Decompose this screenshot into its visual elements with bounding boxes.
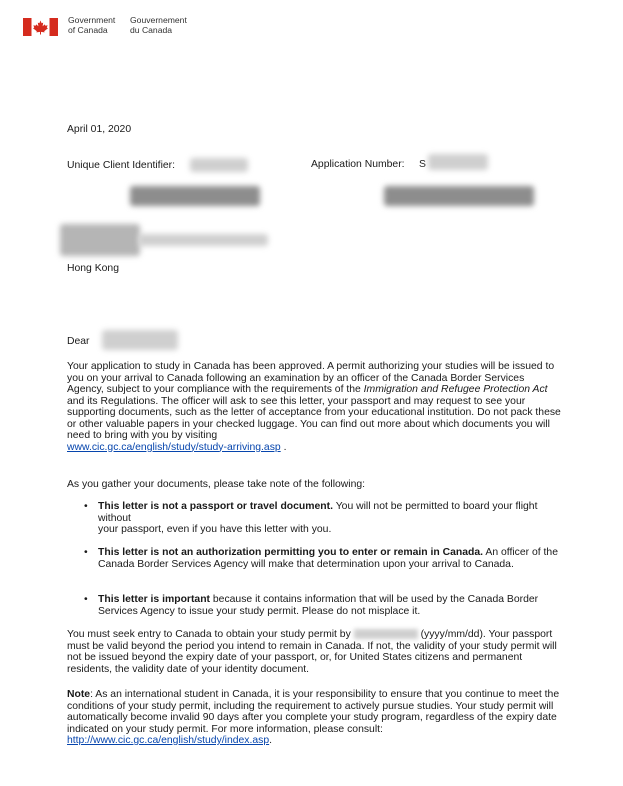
- note-text: : As an international student in Canada, it is your responsibility to ensure that you continue to meet the conditions of your study permit, including the requirement to actively pursue studies. Your study permit will automatically become invalid 90 days after you complete your study program, regardless of the expiry date indicated on your study permit. For more information, please consult:: [67, 689, 560, 735]
- redacted-applicant-name: [130, 186, 260, 206]
- bullet-item-1: [98, 501, 568, 536]
- bullet-1-bold: This letter is not a passport or travel document.: [98, 501, 333, 512]
- letter-date: April 01, 2020: [67, 124, 132, 135]
- wordmark-en-line1: Government: [68, 15, 116, 25]
- seek-entry-text-part2: (yyyy/mm/dd). Your passport must be valid beyond the period you intend to remain in Canada. If not, the validity of your study permit will not be issued beyond the expiry date of your passport, or, for United States citizens and permanent residents, the validity date of your identity document.: [67, 629, 557, 675]
- approval-text-part1: Your application to study in Canada has been approved. A permit authorizing your studies will be issued to you on your arrival to Canada following an examination by an officer of the Canada Border Services Agency, subject to your compliance with the requirements of the: [67, 361, 555, 395]
- gouvernement-du-canada-wordmark: [130, 15, 187, 35]
- bullet-2-text: An officer of the Canada Border Services Agency will make that determination upon your arrival to Canada.: [98, 547, 558, 570]
- wordmark-en-line2: of Canada: [68, 25, 108, 35]
- redacted-address-line1: [60, 224, 140, 256]
- redacted-address-line2: [138, 234, 268, 246]
- act-title: Immigration and Refugee Protection Act: [363, 384, 548, 395]
- bullet-item-3: [98, 594, 568, 617]
- note-paragraph: [67, 689, 564, 747]
- redacted-entry-date: [354, 629, 418, 639]
- study-arriving-link[interactable]: www.cic.gc.ca/english/study/study-arriving.asp: [67, 441, 281, 453]
- bullet-2-bold: This letter is not an authorization permitting you to enter or remain in Canada.: [98, 547, 484, 558]
- note-end: .: [269, 735, 273, 746]
- redacted-applicant-id: [384, 186, 534, 206]
- approval-text-end: .: [280, 441, 287, 453]
- redacted-uci: [190, 158, 248, 172]
- approval-text-part2: and its Regulations. The officer will ask to see this letter, your passport and may request to see your supporting documents, such as the letter of acceptance from your educational institution. Do not pack these or other valuable papers in your checked luggage. You can find out more about which documents you will need to bring with you by visiting: [67, 395, 561, 441]
- bullet-1-text: You will not be permitted to board your flight without: [98, 501, 538, 524]
- redacted-application-number: [428, 154, 488, 170]
- bullet-3-bold: This letter is important: [98, 594, 211, 605]
- salutation: Dear: [67, 336, 90, 347]
- approval-paragraph: [67, 361, 562, 453]
- government-of-canada-wordmark: [68, 15, 115, 35]
- gather-documents-intro: As you gather your documents, please take note of the following:: [67, 479, 366, 490]
- application-number-label: Application Number:: [311, 159, 405, 170]
- seek-entry-text-part1: You must seek entry to Canada to obtain your study permit by: [67, 629, 351, 640]
- uci-label: Unique Client Identifier:: [67, 160, 176, 171]
- wordmark-fr-line2: du Canada: [130, 25, 173, 35]
- application-number-prefix: S: [419, 159, 426, 170]
- bullet-icon: •: [84, 547, 88, 558]
- redacted-recipient-name: [102, 330, 178, 350]
- bullet-item-2: [98, 547, 568, 570]
- bullet-3-text: because it contains information that will be used by the Canada Border Services Agency to issue your study permit. Please do not misplace it.: [98, 594, 539, 617]
- bullet-1-continuation: your passport, even if you have this letter with you.: [98, 524, 332, 535]
- canada-flag-icon: [23, 18, 58, 36]
- bullet-icon: •: [84, 594, 88, 605]
- wordmark-fr-line1: Gouvernement: [130, 15, 187, 25]
- address-city: Hong Kong: [67, 263, 119, 274]
- study-index-link[interactable]: http://www.cic.gc.ca/english/study/index.asp: [67, 735, 270, 746]
- seek-entry-paragraph: [67, 629, 564, 675]
- note-label: Note: [67, 689, 91, 700]
- bullet-icon: •: [84, 501, 88, 512]
